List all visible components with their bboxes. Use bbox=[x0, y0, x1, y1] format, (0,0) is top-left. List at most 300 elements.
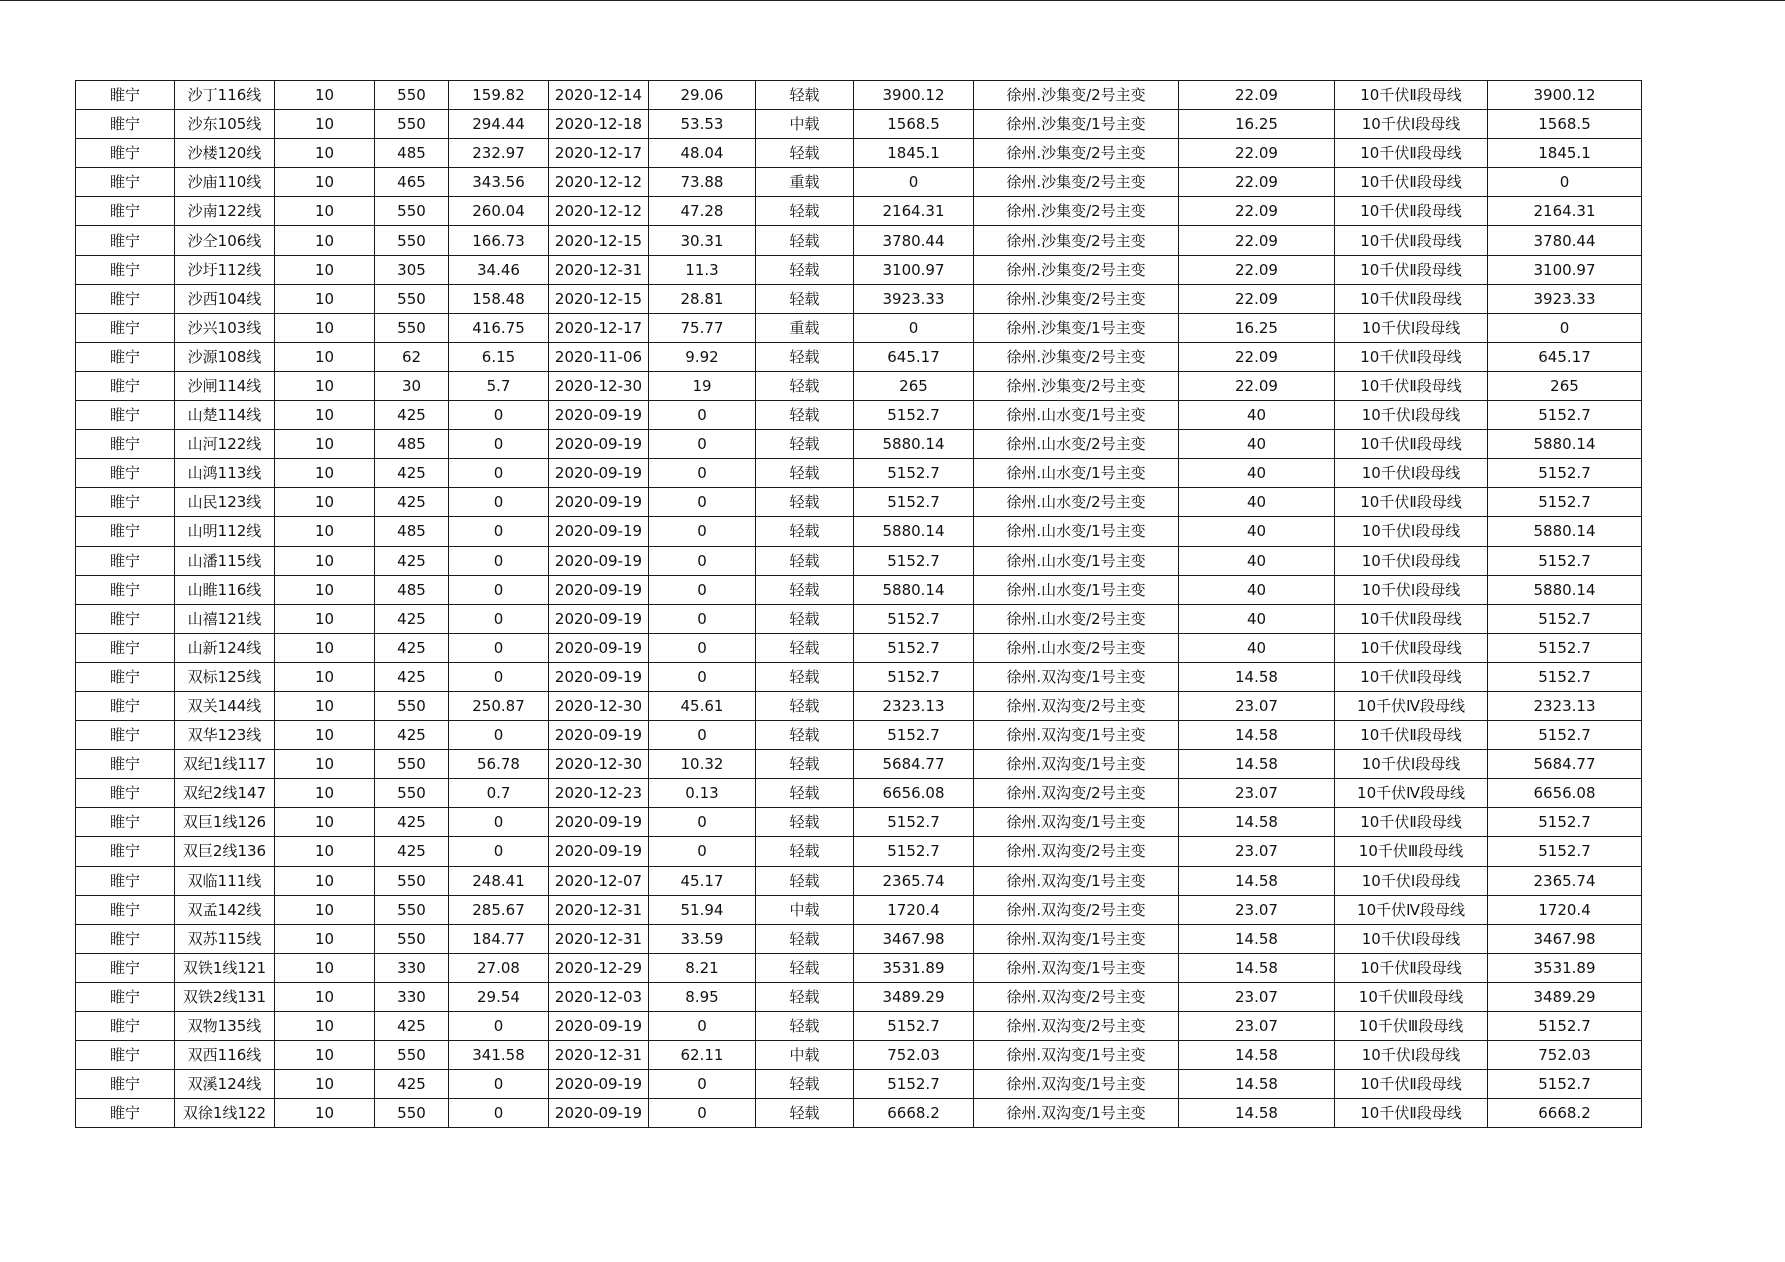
capacity-cell: 5152.7 bbox=[1488, 721, 1642, 750]
voltage-cell: 10 bbox=[275, 1041, 375, 1070]
load-rate-cell: 10.32 bbox=[649, 750, 756, 779]
transformer-cell: 徐州.山水变/2号主变 bbox=[974, 430, 1179, 459]
busbar-cell: 10千伏Ⅰ段母线 bbox=[1335, 750, 1488, 779]
line-name-cell: 山睢116线 bbox=[175, 575, 275, 604]
load-rate-cell: 0 bbox=[649, 721, 756, 750]
load-status-cell: 中载 bbox=[756, 110, 854, 139]
transformer-load-cell: 14.58 bbox=[1179, 866, 1335, 895]
max-current-cell: 0 bbox=[449, 808, 549, 837]
date-cell: 2020-09-19 bbox=[549, 488, 649, 517]
transformer-cell: 徐州.双沟变/1号主变 bbox=[974, 866, 1179, 895]
load-status-cell: 轻载 bbox=[756, 633, 854, 662]
capacity-cell: 6656.08 bbox=[1488, 779, 1642, 808]
transformer-cell: 徐州.沙集变/2号主变 bbox=[974, 139, 1179, 168]
transformer-cell: 徐州.双沟变/1号主变 bbox=[974, 750, 1179, 779]
voltage-cell: 10 bbox=[275, 517, 375, 546]
line-name-cell: 山民123线 bbox=[175, 488, 275, 517]
table-row bbox=[76, 1012, 1642, 1041]
county-cell: 睢宁 bbox=[76, 139, 175, 168]
busbar-cell: 10千伏Ⅱ段母线 bbox=[1335, 488, 1488, 517]
available-capacity-cell: 5880.14 bbox=[854, 430, 974, 459]
transformer-cell: 徐州.双沟变/1号主变 bbox=[974, 953, 1179, 982]
capacity-cell: 5684.77 bbox=[1488, 750, 1642, 779]
load-rate-cell: 19 bbox=[649, 371, 756, 400]
capacity-cell: 1720.4 bbox=[1488, 895, 1642, 924]
busbar-cell: 10千伏Ⅰ段母线 bbox=[1335, 401, 1488, 430]
rated-current-cell: 425 bbox=[375, 546, 449, 575]
voltage-cell: 10 bbox=[275, 604, 375, 633]
line-name-cell: 双巨1线126 bbox=[175, 808, 275, 837]
rated-current-cell: 425 bbox=[375, 604, 449, 633]
available-capacity-cell: 752.03 bbox=[854, 1041, 974, 1070]
date-cell: 2020-12-15 bbox=[549, 226, 649, 255]
line-name-cell: 双关144线 bbox=[175, 691, 275, 720]
load-status-cell: 轻载 bbox=[756, 139, 854, 168]
busbar-cell: 10千伏Ⅰ段母线 bbox=[1335, 1041, 1488, 1070]
available-capacity-cell: 5152.7 bbox=[854, 837, 974, 866]
load-rate-cell: 0 bbox=[649, 808, 756, 837]
capacity-cell: 5152.7 bbox=[1488, 604, 1642, 633]
voltage-cell: 10 bbox=[275, 1099, 375, 1128]
busbar-cell: 10千伏Ⅰ段母线 bbox=[1335, 110, 1488, 139]
table-row bbox=[76, 837, 1642, 866]
table-row bbox=[76, 633, 1642, 662]
available-capacity-cell: 265 bbox=[854, 371, 974, 400]
rated-current-cell: 425 bbox=[375, 1012, 449, 1041]
transformer-cell: 徐州.沙集变/2号主变 bbox=[974, 255, 1179, 284]
transformer-cell: 徐州.山水变/1号主变 bbox=[974, 546, 1179, 575]
date-cell: 2020-09-19 bbox=[549, 1012, 649, 1041]
load-rate-cell: 9.92 bbox=[649, 342, 756, 371]
transformer-cell: 徐州.双沟变/2号主变 bbox=[974, 837, 1179, 866]
county-cell: 睢宁 bbox=[76, 430, 175, 459]
capacity-cell: 5152.7 bbox=[1488, 662, 1642, 691]
table-row bbox=[76, 371, 1642, 400]
line-name-cell: 双华123线 bbox=[175, 721, 275, 750]
rated-current-cell: 425 bbox=[375, 721, 449, 750]
busbar-cell: 10千伏Ⅱ段母线 bbox=[1335, 430, 1488, 459]
load-status-cell: 轻载 bbox=[756, 808, 854, 837]
county-cell: 睢宁 bbox=[76, 226, 175, 255]
load-rate-cell: 62.11 bbox=[649, 1041, 756, 1070]
max-current-cell: 27.08 bbox=[449, 953, 549, 982]
available-capacity-cell: 3531.89 bbox=[854, 953, 974, 982]
max-current-cell: 294.44 bbox=[449, 110, 549, 139]
date-cell: 2020-12-31 bbox=[549, 895, 649, 924]
busbar-cell: 10千伏Ⅱ段母线 bbox=[1335, 1070, 1488, 1099]
capacity-cell: 5152.7 bbox=[1488, 633, 1642, 662]
rated-current-cell: 330 bbox=[375, 953, 449, 982]
line-name-cell: 沙西104线 bbox=[175, 284, 275, 313]
line-name-cell: 沙东105线 bbox=[175, 110, 275, 139]
available-capacity-cell: 5152.7 bbox=[854, 488, 974, 517]
transformer-load-cell: 16.25 bbox=[1179, 110, 1335, 139]
load-rate-cell: 75.77 bbox=[649, 313, 756, 342]
county-cell: 睢宁 bbox=[76, 197, 175, 226]
voltage-cell: 10 bbox=[275, 750, 375, 779]
date-cell: 2020-09-19 bbox=[549, 546, 649, 575]
rated-current-cell: 485 bbox=[375, 139, 449, 168]
load-rate-cell: 0 bbox=[649, 401, 756, 430]
date-cell: 2020-12-03 bbox=[549, 982, 649, 1011]
table-row bbox=[76, 313, 1642, 342]
transformer-cell: 徐州.双沟变/1号主变 bbox=[974, 808, 1179, 837]
available-capacity-cell: 5152.7 bbox=[854, 459, 974, 488]
line-name-cell: 山禧121线 bbox=[175, 604, 275, 633]
load-status-cell: 轻载 bbox=[756, 255, 854, 284]
busbar-cell: 10千伏Ⅱ段母线 bbox=[1335, 1099, 1488, 1128]
available-capacity-cell: 5152.7 bbox=[854, 1070, 974, 1099]
capacity-cell: 2365.74 bbox=[1488, 866, 1642, 895]
load-status-cell: 轻载 bbox=[756, 1070, 854, 1099]
date-cell: 2020-12-07 bbox=[549, 866, 649, 895]
max-current-cell: 0 bbox=[449, 837, 549, 866]
county-cell: 睢宁 bbox=[76, 459, 175, 488]
busbar-cell: 10千伏Ⅰ段母线 bbox=[1335, 546, 1488, 575]
table-row bbox=[76, 197, 1642, 226]
date-cell: 2020-09-19 bbox=[549, 1070, 649, 1099]
load-rate-cell: 33.59 bbox=[649, 924, 756, 953]
rated-current-cell: 550 bbox=[375, 750, 449, 779]
date-cell: 2020-09-19 bbox=[549, 808, 649, 837]
table-row bbox=[76, 226, 1642, 255]
busbar-cell: 10千伏Ⅱ段母线 bbox=[1335, 81, 1488, 110]
capacity-cell: 0 bbox=[1488, 313, 1642, 342]
county-cell: 睢宁 bbox=[76, 401, 175, 430]
date-cell: 2020-12-29 bbox=[549, 953, 649, 982]
voltage-cell: 10 bbox=[275, 691, 375, 720]
date-cell: 2020-09-19 bbox=[549, 604, 649, 633]
transformer-load-cell: 14.58 bbox=[1179, 808, 1335, 837]
max-current-cell: 0 bbox=[449, 721, 549, 750]
table-row bbox=[76, 1099, 1642, 1128]
line-name-cell: 双铁2线131 bbox=[175, 982, 275, 1011]
load-status-cell: 轻载 bbox=[756, 721, 854, 750]
date-cell: 2020-12-30 bbox=[549, 691, 649, 720]
rated-current-cell: 550 bbox=[375, 81, 449, 110]
capacity-cell: 5152.7 bbox=[1488, 488, 1642, 517]
voltage-cell: 10 bbox=[275, 779, 375, 808]
load-rate-cell: 0 bbox=[649, 575, 756, 604]
rated-current-cell: 425 bbox=[375, 401, 449, 430]
available-capacity-cell: 1568.5 bbox=[854, 110, 974, 139]
transformer-cell: 徐州.沙集变/2号主变 bbox=[974, 342, 1179, 371]
rated-current-cell: 550 bbox=[375, 284, 449, 313]
load-rate-cell: 0 bbox=[649, 430, 756, 459]
busbar-cell: 10千伏Ⅱ段母线 bbox=[1335, 168, 1488, 197]
load-rate-cell: 0 bbox=[649, 1012, 756, 1041]
capacity-cell: 3489.29 bbox=[1488, 982, 1642, 1011]
busbar-cell: 10千伏Ⅳ段母线 bbox=[1335, 691, 1488, 720]
voltage-cell: 10 bbox=[275, 313, 375, 342]
voltage-cell: 10 bbox=[275, 633, 375, 662]
capacity-cell: 6668.2 bbox=[1488, 1099, 1642, 1128]
load-status-cell: 轻载 bbox=[756, 401, 854, 430]
voltage-cell: 10 bbox=[275, 342, 375, 371]
line-name-cell: 沙兴103线 bbox=[175, 313, 275, 342]
load-status-cell: 轻载 bbox=[756, 691, 854, 720]
load-status-cell: 轻载 bbox=[756, 284, 854, 313]
table-row bbox=[76, 808, 1642, 837]
load-status-cell: 轻载 bbox=[756, 430, 854, 459]
transformer-load-cell: 23.07 bbox=[1179, 837, 1335, 866]
max-current-cell: 0 bbox=[449, 430, 549, 459]
line-name-cell: 双铁1线121 bbox=[175, 953, 275, 982]
county-cell: 睢宁 bbox=[76, 837, 175, 866]
capacity-cell: 3923.33 bbox=[1488, 284, 1642, 313]
table-row bbox=[76, 662, 1642, 691]
transformer-cell: 徐州.沙集变/2号主变 bbox=[974, 168, 1179, 197]
date-cell: 2020-12-14 bbox=[549, 81, 649, 110]
transformer-load-cell: 14.58 bbox=[1179, 924, 1335, 953]
table-row bbox=[76, 1041, 1642, 1070]
transformer-cell: 徐州.山水变/1号主变 bbox=[974, 517, 1179, 546]
rated-current-cell: 425 bbox=[375, 662, 449, 691]
capacity-cell: 1845.1 bbox=[1488, 139, 1642, 168]
load-rate-cell: 28.81 bbox=[649, 284, 756, 313]
available-capacity-cell: 3467.98 bbox=[854, 924, 974, 953]
rated-current-cell: 485 bbox=[375, 430, 449, 459]
load-rate-cell: 45.17 bbox=[649, 866, 756, 895]
county-cell: 睢宁 bbox=[76, 284, 175, 313]
voltage-cell: 10 bbox=[275, 982, 375, 1011]
voltage-cell: 10 bbox=[275, 721, 375, 750]
busbar-cell: 10千伏Ⅲ段母线 bbox=[1335, 982, 1488, 1011]
table-row bbox=[76, 575, 1642, 604]
transformer-load-cell: 23.07 bbox=[1179, 1012, 1335, 1041]
transformer-load-cell: 16.25 bbox=[1179, 313, 1335, 342]
transformer-load-cell: 22.09 bbox=[1179, 342, 1335, 371]
date-cell: 2020-12-30 bbox=[549, 371, 649, 400]
max-current-cell: 0 bbox=[449, 401, 549, 430]
busbar-cell: 10千伏Ⅱ段母线 bbox=[1335, 633, 1488, 662]
transformer-load-cell: 23.07 bbox=[1179, 779, 1335, 808]
max-current-cell: 34.46 bbox=[449, 255, 549, 284]
max-current-cell: 0 bbox=[449, 517, 549, 546]
county-cell: 睢宁 bbox=[76, 779, 175, 808]
rated-current-cell: 425 bbox=[375, 633, 449, 662]
county-cell: 睢宁 bbox=[76, 750, 175, 779]
transformer-load-cell: 14.58 bbox=[1179, 1070, 1335, 1099]
busbar-cell: 10千伏Ⅰ段母线 bbox=[1335, 459, 1488, 488]
line-name-cell: 沙庙110线 bbox=[175, 168, 275, 197]
date-cell: 2020-09-19 bbox=[549, 401, 649, 430]
line-name-cell: 沙南122线 bbox=[175, 197, 275, 226]
county-cell: 睢宁 bbox=[76, 604, 175, 633]
date-cell: 2020-09-19 bbox=[549, 662, 649, 691]
load-status-cell: 轻载 bbox=[756, 837, 854, 866]
capacity-cell: 5152.7 bbox=[1488, 401, 1642, 430]
available-capacity-cell: 3900.12 bbox=[854, 81, 974, 110]
date-cell: 2020-09-19 bbox=[549, 837, 649, 866]
capacity-cell: 0 bbox=[1488, 168, 1642, 197]
table-row bbox=[76, 691, 1642, 720]
county-cell: 睢宁 bbox=[76, 517, 175, 546]
max-current-cell: 158.48 bbox=[449, 284, 549, 313]
load-status-cell: 轻载 bbox=[756, 226, 854, 255]
busbar-cell: 10千伏Ⅱ段母线 bbox=[1335, 808, 1488, 837]
table-row bbox=[76, 81, 1642, 110]
max-current-cell: 0 bbox=[449, 1070, 549, 1099]
load-status-cell: 轻载 bbox=[756, 517, 854, 546]
table-row bbox=[76, 401, 1642, 430]
load-rate-cell: 48.04 bbox=[649, 139, 756, 168]
transformer-load-cell: 22.09 bbox=[1179, 197, 1335, 226]
busbar-cell: 10千伏Ⅲ段母线 bbox=[1335, 1012, 1488, 1041]
rated-current-cell: 550 bbox=[375, 110, 449, 139]
transformer-cell: 徐州.山水变/2号主变 bbox=[974, 633, 1179, 662]
transformer-cell: 徐州.沙集变/2号主变 bbox=[974, 226, 1179, 255]
page-top-rule bbox=[0, 0, 1785, 1]
load-rate-cell: 8.95 bbox=[649, 982, 756, 1011]
transformer-cell: 徐州.山水变/1号主变 bbox=[974, 459, 1179, 488]
load-status-cell: 重载 bbox=[756, 168, 854, 197]
rated-current-cell: 485 bbox=[375, 517, 449, 546]
available-capacity-cell: 645.17 bbox=[854, 342, 974, 371]
capacity-cell: 752.03 bbox=[1488, 1041, 1642, 1070]
table-row bbox=[76, 342, 1642, 371]
busbar-cell: 10千伏Ⅰ段母线 bbox=[1335, 517, 1488, 546]
rated-current-cell: 550 bbox=[375, 226, 449, 255]
rated-current-cell: 30 bbox=[375, 371, 449, 400]
line-name-cell: 沙楼120线 bbox=[175, 139, 275, 168]
capacity-cell: 3900.12 bbox=[1488, 81, 1642, 110]
voltage-cell: 10 bbox=[275, 662, 375, 691]
date-cell: 2020-12-30 bbox=[549, 750, 649, 779]
transformer-load-cell: 22.09 bbox=[1179, 226, 1335, 255]
capacity-cell: 5152.7 bbox=[1488, 1070, 1642, 1099]
county-cell: 睢宁 bbox=[76, 371, 175, 400]
transformer-cell: 徐州.双沟变/2号主变 bbox=[974, 1012, 1179, 1041]
transformer-cell: 徐州.双沟变/1号主变 bbox=[974, 924, 1179, 953]
load-rate-cell: 73.88 bbox=[649, 168, 756, 197]
line-name-cell: 沙闸114线 bbox=[175, 371, 275, 400]
available-capacity-cell: 5152.7 bbox=[854, 604, 974, 633]
max-current-cell: 166.73 bbox=[449, 226, 549, 255]
transformer-cell: 徐州.沙集变/2号主变 bbox=[974, 284, 1179, 313]
max-current-cell: 248.41 bbox=[449, 866, 549, 895]
max-current-cell: 260.04 bbox=[449, 197, 549, 226]
date-cell: 2020-12-23 bbox=[549, 779, 649, 808]
rated-current-cell: 550 bbox=[375, 866, 449, 895]
table-body bbox=[76, 81, 1642, 1128]
busbar-cell: 10千伏Ⅱ段母线 bbox=[1335, 604, 1488, 633]
voltage-cell: 10 bbox=[275, 168, 375, 197]
table-row bbox=[76, 866, 1642, 895]
max-current-cell: 250.87 bbox=[449, 691, 549, 720]
capacity-cell: 5880.14 bbox=[1488, 430, 1642, 459]
voltage-cell: 10 bbox=[275, 837, 375, 866]
load-rate-cell: 0 bbox=[649, 459, 756, 488]
county-cell: 睢宁 bbox=[76, 953, 175, 982]
load-status-cell: 轻载 bbox=[756, 662, 854, 691]
transformer-cell: 徐州.双沟变/1号主变 bbox=[974, 721, 1179, 750]
load-status-cell: 轻载 bbox=[756, 546, 854, 575]
load-status-cell: 轻载 bbox=[756, 866, 854, 895]
transformer-cell: 徐州.双沟变/2号主变 bbox=[974, 779, 1179, 808]
busbar-cell: 10千伏Ⅱ段母线 bbox=[1335, 371, 1488, 400]
max-current-cell: 343.56 bbox=[449, 168, 549, 197]
busbar-cell: 10千伏Ⅱ段母线 bbox=[1335, 662, 1488, 691]
table-row bbox=[76, 139, 1642, 168]
capacity-cell: 3100.97 bbox=[1488, 255, 1642, 284]
capacity-cell: 5152.7 bbox=[1488, 837, 1642, 866]
voltage-cell: 10 bbox=[275, 110, 375, 139]
voltage-cell: 10 bbox=[275, 895, 375, 924]
capacity-cell: 3531.89 bbox=[1488, 953, 1642, 982]
max-current-cell: 0 bbox=[449, 575, 549, 604]
table-row bbox=[76, 895, 1642, 924]
line-name-cell: 双标125线 bbox=[175, 662, 275, 691]
load-rate-cell: 29.06 bbox=[649, 81, 756, 110]
available-capacity-cell: 5880.14 bbox=[854, 517, 974, 546]
max-current-cell: 0 bbox=[449, 662, 549, 691]
load-status-cell: 中载 bbox=[756, 895, 854, 924]
busbar-cell: 10千伏Ⅱ段母线 bbox=[1335, 953, 1488, 982]
voltage-cell: 10 bbox=[275, 401, 375, 430]
rated-current-cell: 550 bbox=[375, 1099, 449, 1128]
voltage-cell: 10 bbox=[275, 1070, 375, 1099]
capacity-cell: 5880.14 bbox=[1488, 517, 1642, 546]
county-cell: 睢宁 bbox=[76, 895, 175, 924]
county-cell: 睢宁 bbox=[76, 168, 175, 197]
rated-current-cell: 550 bbox=[375, 895, 449, 924]
max-current-cell: 0 bbox=[449, 546, 549, 575]
transformer-load-cell: 40 bbox=[1179, 459, 1335, 488]
county-cell: 睢宁 bbox=[76, 546, 175, 575]
max-current-cell: 341.58 bbox=[449, 1041, 549, 1070]
load-rate-cell: 0 bbox=[649, 488, 756, 517]
county-cell: 睢宁 bbox=[76, 1070, 175, 1099]
county-cell: 睢宁 bbox=[76, 866, 175, 895]
busbar-cell: 10千伏Ⅱ段母线 bbox=[1335, 284, 1488, 313]
busbar-cell: 10千伏Ⅰ段母线 bbox=[1335, 313, 1488, 342]
busbar-cell: 10千伏Ⅰ段母线 bbox=[1335, 866, 1488, 895]
date-cell: 2020-12-31 bbox=[549, 924, 649, 953]
line-name-cell: 沙丁116线 bbox=[175, 81, 275, 110]
capacity-cell: 5880.14 bbox=[1488, 575, 1642, 604]
load-rate-cell: 11.3 bbox=[649, 255, 756, 284]
busbar-cell: 10千伏Ⅳ段母线 bbox=[1335, 895, 1488, 924]
table-row bbox=[76, 488, 1642, 517]
max-current-cell: 232.97 bbox=[449, 139, 549, 168]
date-cell: 2020-12-12 bbox=[549, 168, 649, 197]
transformer-cell: 徐州.双沟变/2号主变 bbox=[974, 895, 1179, 924]
table-row bbox=[76, 1070, 1642, 1099]
available-capacity-cell: 3489.29 bbox=[854, 982, 974, 1011]
transformer-load-cell: 14.58 bbox=[1179, 1041, 1335, 1070]
load-rate-cell: 8.21 bbox=[649, 953, 756, 982]
capacity-cell: 3467.98 bbox=[1488, 924, 1642, 953]
line-name-cell: 山楚114线 bbox=[175, 401, 275, 430]
transformer-cell: 徐州.沙集变/1号主变 bbox=[974, 110, 1179, 139]
transformer-cell: 徐州.沙集变/1号主变 bbox=[974, 313, 1179, 342]
load-status-cell: 轻载 bbox=[756, 604, 854, 633]
date-cell: 2020-09-19 bbox=[549, 459, 649, 488]
transformer-load-cell: 22.09 bbox=[1179, 139, 1335, 168]
capacity-cell: 2323.13 bbox=[1488, 691, 1642, 720]
date-cell: 2020-09-19 bbox=[549, 575, 649, 604]
county-cell: 睢宁 bbox=[76, 662, 175, 691]
available-capacity-cell: 2365.74 bbox=[854, 866, 974, 895]
transformer-load-cell: 40 bbox=[1179, 604, 1335, 633]
date-cell: 2020-11-06 bbox=[549, 342, 649, 371]
county-cell: 睢宁 bbox=[76, 808, 175, 837]
transformer-cell: 徐州.山水变/2号主变 bbox=[974, 488, 1179, 517]
rated-current-cell: 425 bbox=[375, 488, 449, 517]
table-row bbox=[76, 924, 1642, 953]
capacity-cell: 3780.44 bbox=[1488, 226, 1642, 255]
